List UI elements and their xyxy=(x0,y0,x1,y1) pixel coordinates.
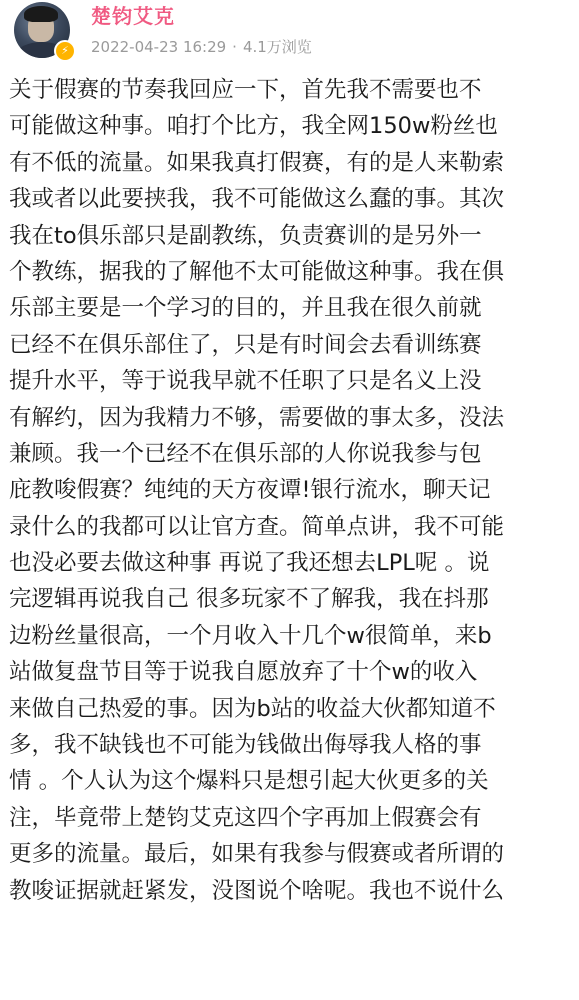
post-meta xyxy=(91,36,312,57)
post-line: 关于假赛的节奏我回应一下，首先我不需要也不 xyxy=(9,77,482,103)
meta-separator: · xyxy=(232,38,237,56)
post-header xyxy=(0,0,579,70)
post-body xyxy=(9,72,571,909)
post-time: 2022-04-23 16:29 xyxy=(91,38,227,56)
post-line: 站做复盘节目等于说我自愿放弃了十个w的收入 xyxy=(9,659,478,686)
post-line: 注，毕竟带上楚钧艾克这四个字再加上假赛会有 xyxy=(9,804,482,831)
post-line: 更多的流量。最后，如果有我参与假赛或者所谓的 xyxy=(9,841,505,868)
post-line: 教唆证据就赶紧发，没图说个啥呢。我也不说什么 xyxy=(9,877,505,904)
post-line: 录什么的我都可以让官方查。简单点讲，我不可能 xyxy=(9,513,505,540)
post-line: 可能做这种事。咱打个比方，我全网150w粉丝也 xyxy=(9,113,498,140)
post-line: 个教练，据我的了解他不太可能做这种事。我在俱 xyxy=(9,258,505,285)
post-line: 有解约，因为我精力不够，需要做的事太多，没法 xyxy=(9,404,505,431)
avatar-hair xyxy=(24,6,58,22)
post-line: 也没必要去做这种事 再说了我还想去LPL呢 。说 xyxy=(9,550,490,577)
post-line: 多，我不缺钱也不可能为钱做出侮辱我人格的事 xyxy=(9,732,482,759)
post-line: 完逻辑再说我自己 很多玩家不了解我，我在抖那 xyxy=(9,586,489,613)
post-line: 兼顾。我一个已经不在俱乐部的人你说我参与包 xyxy=(9,440,482,467)
author-name[interactable]: 楚钧艾克 xyxy=(91,4,175,28)
post-line: 乐部主要是一个学习的目的，并且我在很久前就 xyxy=(9,295,482,322)
post-line: 我或者以此要挟我，我不可能做这么蠢的事。其次 xyxy=(9,186,505,213)
post-line: 庇教唆假赛？纯纯的天方夜谭!银行流水，聊天记 xyxy=(9,477,491,504)
post-line: 有不低的流量。如果我真打假赛，有的是人来勒索 xyxy=(9,149,505,176)
post-line: 我在to俱乐部只是副教练，负责赛训的是另外一 xyxy=(9,222,482,249)
lightning-icon: ⚡ xyxy=(54,40,76,62)
post-line: 边粉丝量很高，一个月收入十几个w很简单，来b xyxy=(9,622,492,649)
post-line: 来做自己热爱的事。因为b站的收益大伙都知道不 xyxy=(9,695,496,722)
post-line: 已经不在俱乐部住了，只是有时间会去看训练赛 xyxy=(9,331,482,358)
view-count: 4.1万浏览 xyxy=(242,38,312,56)
post-line: 情 。个人认为这个爆料只是想引起大伙更多的关 xyxy=(9,768,489,795)
post-line: 提升水平，等于说我早就不任职了只是名义上没 xyxy=(9,368,482,395)
